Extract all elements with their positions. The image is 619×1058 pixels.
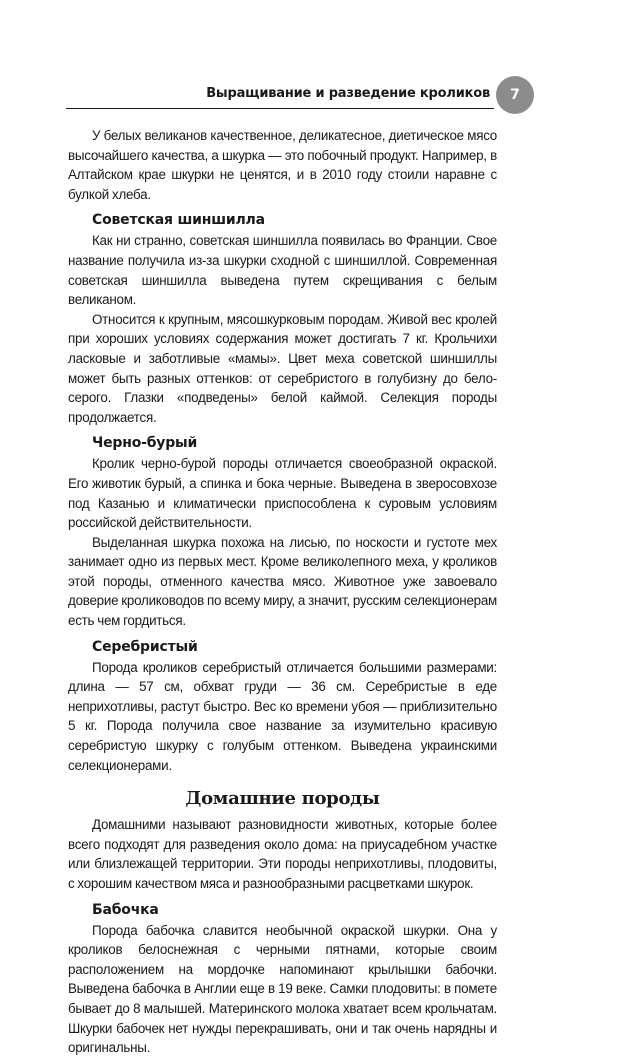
intro-paragraph: У белых великанов качественное, деликатесное, диетическое мясо высочайшего качества, а шкурка — это побочный продукт. Например, в Алтайском крае шкурки не ценятся, и в 2010 году стоили наравне с булкой хлеба.: [68, 128, 497, 202]
paragraph: Выделанная шкурка похожа на лисью, по носкости и густоте мех занимает одно из первых мест. Кроме великолепного меха, у кроликов этой породы, отменного качества мясо. Животное уже завоевало доверие кролиководов по всему миру, а значит, русским селекционерам есть чем гордиться.: [68, 534, 497, 629]
section-heading: Серебристый: [92, 638, 198, 655]
section-heading: Черно-бурый: [92, 435, 198, 452]
paragraph: Относится к крупным, мясошкурковым породам. Живой вес кролей при хороших условиях содержания может достигать 7 кг. Крольчихи ласковые и заботливые «мамы». Цвет меха советской шиншиллы может быть разных оттенков: от серебристого в голубизну до бело-серого. Глазки «подведены» белой каймой. Селекция породы продолжается.: [68, 311, 497, 425]
chapter-section-title: Домашние породы: [185, 788, 380, 810]
paragraph: Порода кроликов серебристый отличается большими размерами: длина — 57 см, обхват груди — 36 см. Серебристые в еде неприхотливы, растут быстро. Вес ко времени убоя — приблизительно 5 кг. Порода получила свое название за изумительно красивую серебристую шкурку с голубым оттенком. Выведена украинскими селекционерами.: [68, 659, 497, 773]
running-title: Выращивание и разведение кроликов: [206, 86, 490, 101]
section-silver: [68, 637, 497, 776]
paragraph: Как ни странно, советская шиншилла появилась во Франции. Свое название получила из-за шкурки сходной с шиншиллой. Современная советская шиншилла выведена путем скрещивания с белым великаном.: [68, 233, 497, 308]
paragraph: Порода бабочка славится необычной окраской шкурки. Она у кроликов белоснежная с черными пятнами, которые своим расположением на мордочке напоминают крылышки бабочки. Выведена бабочка в Англии еще в 19 веке. Самки плодовиты: в помете бывает до 8 малышей. Материнского молока хватает всем крольчатам. Шкурки бабочек нет нужды перекрашивать, они и так очень нарядны и оригинальны.: [68, 922, 497, 1056]
section-soviet-chinchilla: [68, 210, 497, 427]
page-body: [68, 126, 497, 1058]
section-black-brown: [68, 433, 497, 630]
running-header: [66, 78, 494, 109]
section-butterfly: [68, 900, 497, 1058]
page-number-badge: 7: [496, 76, 534, 114]
section-heading: Бабочка: [92, 901, 159, 918]
paragraph: Кролик черно-бурой породы отличается своеобразной окраской. Его животик бурый, а спинка и бока черные. Выведена в зверосовхозе под Казанью и климатически приспособлена к суровым условиям российской действительности.: [68, 456, 497, 531]
section-heading: Советская шиншилла: [92, 212, 265, 229]
paragraph: Домашними называют разновидности животных, которые более всего подходят для разведения около дома: на приусадебном участке или близлежащей территории. Эти породы неприхотливы, плодовиты, с хорошим качеством мяса и разнообразными расцветками шкурок.: [68, 817, 497, 891]
